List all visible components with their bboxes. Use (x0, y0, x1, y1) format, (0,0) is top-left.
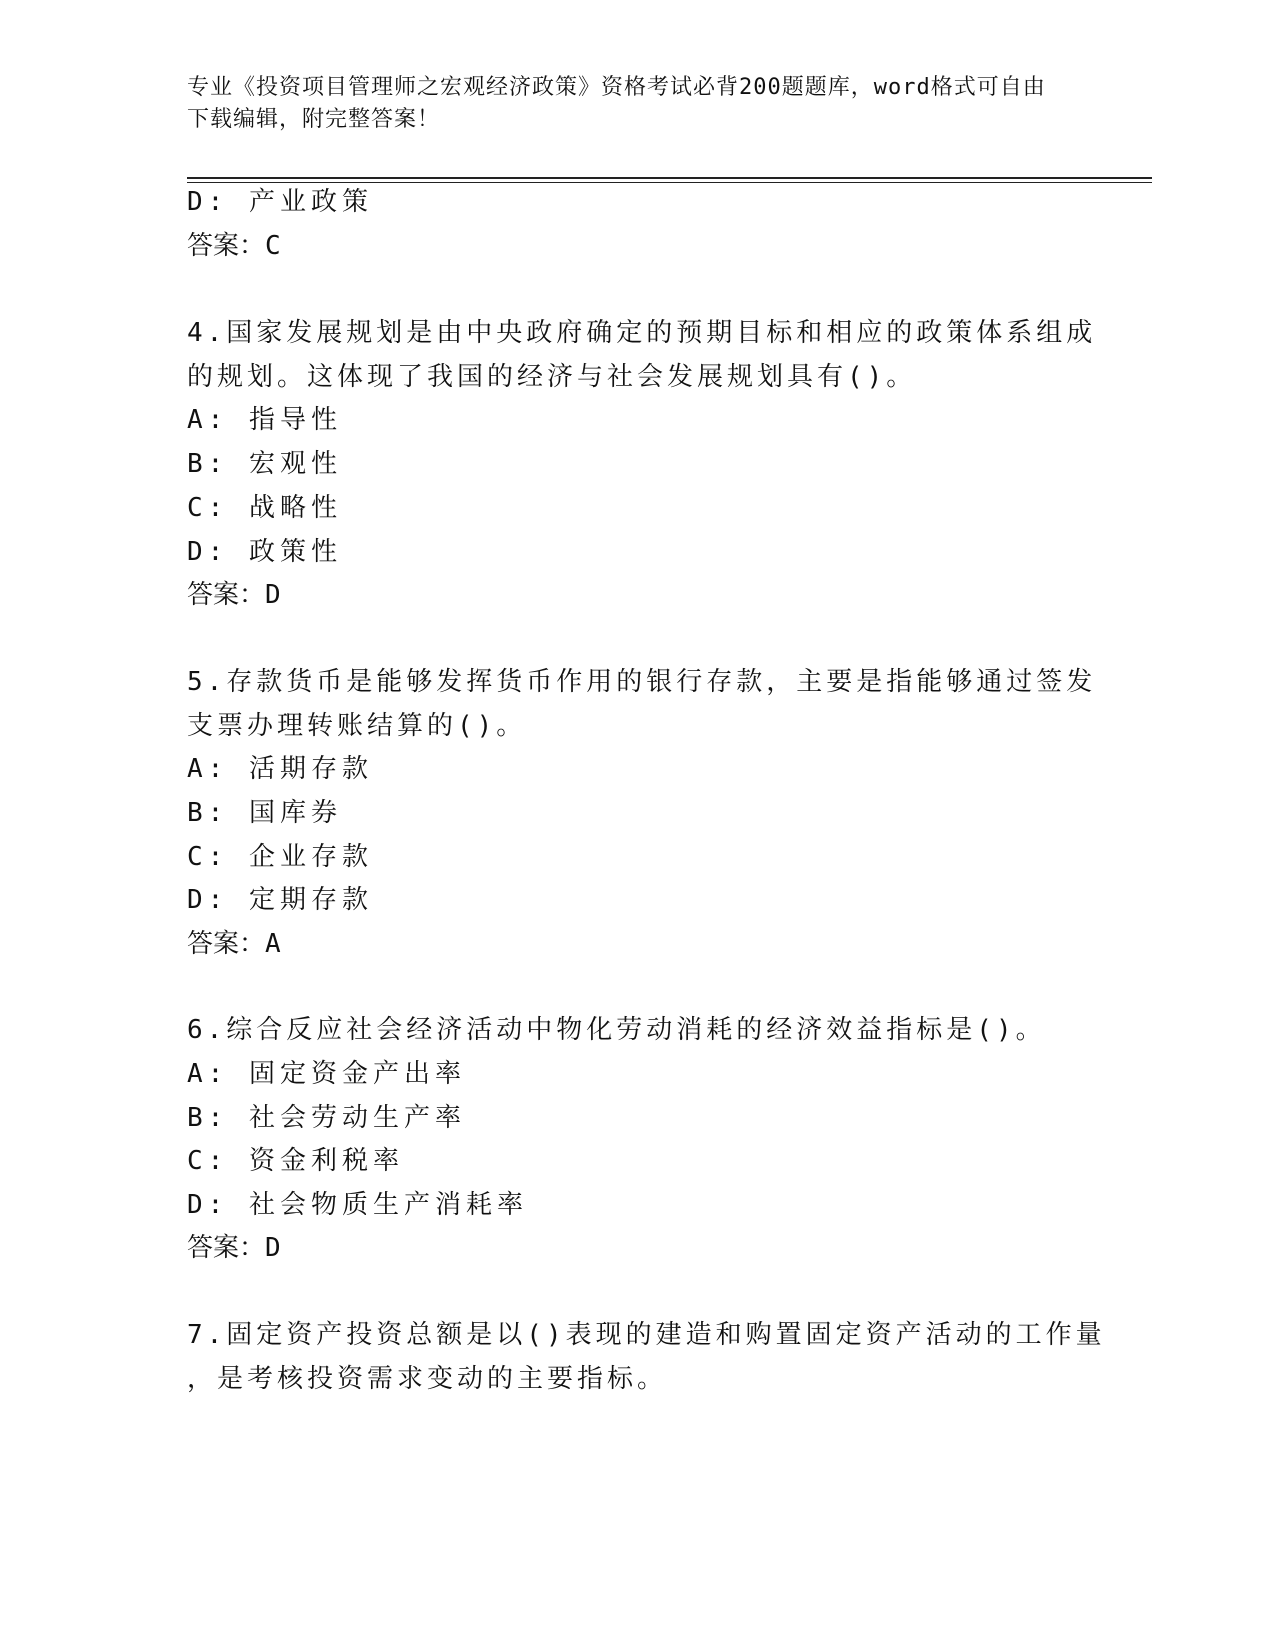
option-c: C: 战略性 (187, 493, 342, 523)
header-divider (187, 177, 1152, 179)
option-b: B: 社会劳动生产率 (187, 1103, 466, 1133)
answer-line (187, 1232, 281, 1264)
document-header: 专业《投资项目管理师之宏观经济政策》资格考试必背200题题库，word格式可自由下载编辑，附完整答案！ (187, 75, 1046, 132)
question-stem: 4.国家发展规划是由中央政府确定的预期目标和相应的政策体系组成 (187, 318, 1097, 348)
option-c: C: 企业存款 (187, 842, 373, 872)
answer-label: 答案： (187, 929, 266, 959)
option-d: D: 政策性 (187, 537, 342, 567)
answer-line (187, 230, 281, 262)
answer-value: D (265, 1233, 281, 1263)
question-stem: 7.固定资产投资总额是以()表现的建造和购置固定资产活动的工作量 (187, 1320, 1106, 1350)
header-divider-thin (187, 182, 1152, 183)
option-a: A: 指导性 (187, 405, 342, 435)
answer-value: C (265, 231, 281, 261)
option-b: B: 国库券 (187, 798, 342, 828)
answer-label: 答案： (187, 1233, 266, 1263)
answer-value: A (265, 929, 281, 959)
answer-label: 答案： (187, 231, 266, 261)
option-a: A: 活期存款 (187, 754, 373, 784)
option-b: B: 宏观性 (187, 449, 342, 479)
question-stem: 6.综合反应社会经济活动中物化劳动消耗的经济效益指标是()。 (187, 1015, 1046, 1045)
answer-value: D (265, 580, 281, 610)
question-stem-continued: 支票办理转账结算的()。 (187, 711, 527, 741)
question-stem-continued: 的规划。这体现了我国的经济与社会发展规划具有()。 (187, 362, 917, 392)
answer-label: 答案： (187, 580, 266, 610)
question-stem-continued: ，是考核投资需求变动的主要指标。 (187, 1364, 668, 1394)
question-stem: 5.存款货币是能够发挥货币作用的银行存款，主要是指能够通过签发 (187, 667, 1097, 697)
option-a: A: 固定资金产出率 (187, 1059, 466, 1089)
option-d: D: 定期存款 (187, 885, 373, 915)
answer-line (187, 579, 281, 611)
option-d: D: 社会物质生产消耗率 (187, 1190, 528, 1220)
option-c: C: 资金利税率 (187, 1146, 404, 1176)
option-d: D: 产业政策 (187, 187, 373, 217)
answer-line (187, 928, 281, 960)
